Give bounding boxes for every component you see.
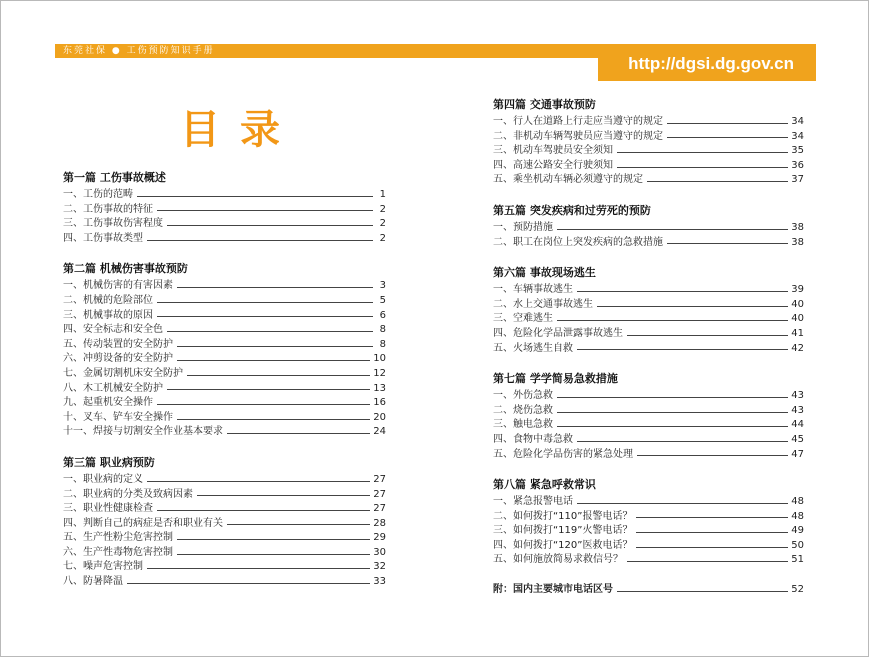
section-title: 第八篇 紧急呼救常识	[493, 478, 596, 492]
leader-line	[187, 375, 370, 376]
toc-entry-label: 四、食物中毒急救	[493, 433, 573, 445]
toc-entry[interactable]	[493, 553, 804, 568]
leader-line	[127, 583, 370, 584]
toc-entry-label: 二、职业病的分类及致病因素	[63, 488, 193, 500]
section-title: 第六篇 事故现场逃生	[493, 266, 596, 280]
leader-line	[157, 210, 373, 211]
toc-entry-label: 四、高速公路安全行驶须知	[493, 159, 613, 171]
toc-entry-page: 34	[791, 130, 804, 142]
toc-entry-page: 39	[791, 284, 804, 296]
toc-entry-page: 47	[791, 448, 804, 460]
leader-line	[636, 532, 788, 533]
toc-entry[interactable]	[63, 188, 386, 203]
toc-entry[interactable]	[63, 382, 386, 397]
toc-entry-page: 2	[379, 203, 386, 215]
toc-entry[interactable]	[493, 130, 804, 145]
toc-entry[interactable]	[493, 312, 804, 327]
toc-entry[interactable]	[493, 115, 804, 130]
toc-entry-page: 24	[373, 426, 386, 438]
toc-entry-page: 50	[791, 539, 804, 551]
leader-line	[557, 320, 788, 321]
leader-line	[177, 287, 373, 288]
toc-section	[493, 477, 804, 568]
toc-entry-label: 二、职工在岗位上突发疾病的急救措施	[493, 236, 663, 248]
toc-entry-page: 48	[791, 496, 804, 508]
toc-entry-label: 三、机动车驾驶员安全须知	[493, 145, 613, 157]
toc-entry-label: 三、机械事故的原因	[63, 309, 153, 321]
toc-entry[interactable]	[493, 389, 804, 404]
toc-entry-label: 三、工伤事故伤害程度	[63, 218, 163, 230]
leader-line	[667, 123, 788, 124]
leader-line	[667, 137, 788, 138]
toc-entry-page: 41	[791, 327, 804, 339]
toc-entry[interactable]	[493, 298, 804, 313]
leader-line	[157, 404, 370, 405]
toc-entry-label: 六、冲剪设备的安全防护	[63, 353, 173, 365]
toc-entry-label: 五、如何施放简易求救信号？	[493, 554, 623, 566]
toc-entry-label: 四、危险化学品泄露事故逃生	[493, 327, 623, 339]
toc-entry-page: 51	[791, 554, 804, 566]
leader-line	[557, 397, 788, 398]
toc-entry[interactable]	[493, 418, 804, 433]
toc-entry-label: 五、火场逃生自救	[493, 342, 573, 354]
toc-entry-label: 五、传动装置的安全防护	[63, 338, 173, 350]
toc-entry-page: 20	[373, 411, 386, 423]
toc-entry[interactable]	[63, 338, 386, 353]
toc-entry-page: 16	[373, 397, 386, 409]
section-title: 第四篇 交通事故预防	[493, 98, 596, 111]
section-title: 第三篇 职业病预防	[63, 455, 155, 469]
toc-entry-label: 七、金属切割机床安全防护	[63, 367, 183, 379]
toc-entry-page: 5	[379, 294, 386, 306]
toc-entry-label: 一、机械伤害的有害因素	[63, 280, 173, 292]
toc-entry-page: 45	[791, 433, 804, 445]
toc-entry[interactable]	[63, 396, 386, 411]
toc-entry[interactable]	[493, 283, 804, 298]
toc-entry-page: 48	[791, 510, 804, 522]
leader-line	[167, 331, 373, 332]
toc-entry[interactable]	[493, 236, 804, 251]
leader-line	[167, 389, 370, 390]
toc-entry[interactable]	[63, 323, 386, 338]
leader-line	[177, 346, 373, 347]
toc-entry-label: 一、外伤急救	[493, 390, 553, 402]
toc-entry[interactable]	[493, 327, 804, 342]
toc-entry-page: 27	[373, 473, 386, 485]
leader-line	[617, 167, 788, 168]
toc-entry-page: 35	[791, 145, 804, 157]
leader-line	[177, 360, 370, 361]
toc-entry[interactable]	[63, 217, 386, 232]
toc-entry-label: 二、如何拨打“110”报警电话？	[493, 510, 633, 522]
leader-line	[577, 441, 788, 442]
toc-entry-page: 1	[379, 189, 386, 200]
toc-entry-page: 3	[379, 280, 386, 292]
leader-line	[577, 349, 788, 350]
toc-entry-page: 40	[791, 313, 804, 325]
leader-line	[557, 412, 788, 413]
toc-entry[interactable]	[63, 488, 386, 503]
toc-entry-page: 44	[791, 419, 804, 431]
toc-entry-page: 29	[373, 532, 386, 544]
toc-entry-page: 12	[373, 367, 386, 379]
leader-line	[157, 510, 370, 511]
toc-entry-label: 四、如何拨打“120”医救电话？	[493, 539, 633, 551]
toc-entry[interactable]	[63, 517, 386, 532]
url-block	[598, 44, 816, 81]
toc-section	[63, 261, 386, 440]
toc-entry-page: 27	[373, 503, 386, 515]
toc-section	[493, 203, 804, 250]
toc-entry-label: 六、生产性毒物危害控制	[63, 546, 173, 558]
website-url[interactable]: http://dgsi.dg.gov.cn	[628, 54, 794, 73]
toc-entry-label: 四、工伤事故类型	[63, 232, 143, 244]
toc-entry-label: 三、触电急救	[493, 419, 553, 431]
toc-entry-label: 二、水上交通事故逃生	[493, 298, 593, 310]
toc-entry-page: 2	[379, 218, 386, 230]
toc-entry-label: 附：国内主要城市电话区号	[493, 584, 613, 596]
leader-line	[137, 196, 373, 197]
section-title: 第一篇 工伤事故概述	[63, 171, 166, 184]
toc-entry-label: 十一、焊接与切割安全作业基本要求	[63, 426, 223, 438]
page-title: 目录	[180, 107, 300, 153]
toc-entry-label: 三、如何拨打“119”火警电话？	[493, 525, 633, 537]
toc-section	[493, 97, 804, 188]
toc-entry[interactable]	[63, 309, 386, 324]
toc-entry-page: 37	[791, 174, 804, 186]
toc-entry-label: 五、乘坐机动车辆必须遵守的规定	[493, 174, 643, 186]
toc-entry-page: 36	[791, 159, 804, 171]
toc-entry-page: 42	[791, 342, 804, 354]
toc-entry[interactable]	[493, 342, 804, 357]
toc-entry[interactable]	[493, 433, 804, 448]
toc-entry[interactable]	[63, 411, 386, 426]
leader-line	[147, 568, 370, 569]
toc-entry[interactable]	[63, 502, 386, 517]
toc-left-column	[63, 170, 386, 605]
toc-entry[interactable]	[63, 294, 386, 309]
toc-entry[interactable]	[493, 539, 804, 554]
leader-line	[557, 426, 788, 427]
toc-entry-label: 五、危险化学品伤害的紧急处理	[493, 448, 633, 460]
toc-entry-page: 43	[791, 390, 804, 402]
toc-entry[interactable]	[63, 575, 386, 590]
toc-entry-label: 一、紧急报警电话	[493, 496, 573, 508]
toc-entry-label: 四、安全标志和安全色	[63, 324, 163, 336]
toc-entry-page: 38	[791, 236, 804, 248]
leader-line	[177, 539, 370, 540]
toc-entry-label: 二、工伤事故的特征	[63, 203, 153, 215]
toc-entry-page: 40	[791, 298, 804, 310]
toc-entry-label: 三、空难逃生	[493, 313, 553, 325]
toc-entry[interactable]	[63, 232, 386, 247]
toc-entry[interactable]	[493, 173, 804, 188]
toc-entry-page: 28	[373, 517, 386, 529]
toc-section	[493, 371, 804, 462]
toc-entry-label: 二、烧伤急救	[493, 404, 553, 416]
toc-entry-page: 6	[379, 309, 386, 321]
toc-entry[interactable]	[493, 159, 804, 174]
toc-entry[interactable]	[493, 448, 804, 463]
leader-line	[157, 316, 373, 317]
toc-entry-label: 一、预防措施	[493, 221, 553, 233]
leader-line	[177, 554, 370, 555]
leader-line	[636, 517, 788, 518]
toc-entry[interactable]	[63, 279, 386, 294]
leader-line	[147, 481, 370, 482]
toc-entry-label: 九、起重机安全操作	[63, 397, 153, 409]
toc-entry-page: 13	[373, 382, 386, 394]
leader-line	[227, 433, 370, 434]
toc-entry[interactable]	[63, 546, 386, 561]
toc-entry[interactable]	[63, 473, 386, 488]
leader-line	[617, 591, 788, 592]
leader-line	[577, 503, 788, 504]
section-title: 第二篇 机械伤害事故预防	[63, 262, 188, 276]
toc-right-column	[493, 97, 804, 598]
toc-entry-page: 33	[373, 576, 386, 588]
header-band-text: 东莞社保 ● 工伤预防知识手册	[63, 46, 215, 56]
toc-entry-label: 一、行人在道路上行走应当遵守的规定	[493, 116, 663, 127]
toc-entry[interactable]	[63, 425, 386, 440]
toc-entry[interactable]	[493, 221, 804, 236]
toc-section	[493, 265, 804, 356]
leader-line	[627, 335, 788, 336]
toc-entry-page: 10	[373, 353, 386, 365]
toc-entry-label: 八、防暑降温	[63, 576, 123, 588]
leader-line	[197, 495, 370, 496]
toc-entry-page: 43	[791, 404, 804, 416]
toc-entry-label: 十、叉车、铲车安全操作	[63, 411, 173, 423]
leader-line	[577, 291, 788, 292]
leader-line	[147, 240, 373, 241]
toc-section	[63, 170, 386, 246]
toc-entry-page: 34	[791, 116, 804, 127]
toc-section	[63, 455, 386, 590]
leader-line	[557, 229, 788, 230]
toc-entry-page: 52	[791, 584, 804, 596]
toc-entry[interactable]	[63, 560, 386, 575]
toc-entry-page: 30	[373, 546, 386, 558]
toc-entry[interactable]	[63, 203, 386, 218]
toc-entry-label: 七、噪声危害控制	[63, 561, 143, 573]
toc-entry-label: 五、生产性粉尘危害控制	[63, 532, 173, 544]
toc-entry-label: 一、工伤的范畴	[63, 189, 133, 200]
toc-entry-page: 38	[791, 221, 804, 233]
toc-entry-label: 一、职业病的定义	[63, 473, 143, 485]
toc-entry-page: 2	[379, 232, 386, 244]
section-title: 第五篇 突发疾病和过劳死的预防	[493, 203, 651, 217]
toc-entry-label: 二、机械的危险部位	[63, 294, 153, 306]
toc-entry-page: 49	[791, 525, 804, 537]
toc-entry-page: 8	[379, 338, 386, 350]
toc-entry[interactable]	[63, 531, 386, 546]
leader-line	[617, 152, 788, 153]
toc-entry-page: 27	[373, 488, 386, 500]
toc-entry-page: 32	[373, 561, 386, 573]
leader-line	[597, 306, 788, 307]
leader-line	[167, 225, 373, 226]
toc-entry[interactable]	[493, 524, 804, 539]
toc-entry[interactable]	[493, 144, 804, 159]
toc-entry-label: 八、木工机械安全防护	[63, 382, 163, 394]
toc-entry-page: 8	[379, 324, 386, 336]
toc-entry[interactable]	[63, 352, 386, 367]
appendix-entry[interactable]	[493, 583, 804, 598]
toc-entry-label: 四、判断自己的病症是否和职业有关	[63, 517, 223, 529]
leader-line	[227, 524, 370, 525]
toc-entry-label: 二、非机动车辆驾驶员应当遵守的规定	[493, 130, 663, 142]
toc-entry-label: 一、车辆事故逃生	[493, 284, 573, 296]
leader-line	[627, 561, 788, 562]
leader-line	[636, 547, 788, 548]
section-title: 第七篇 学学简易急救措施	[493, 372, 618, 386]
toc-entry[interactable]	[493, 404, 804, 419]
toc-entry[interactable]	[493, 510, 804, 525]
toc-entry[interactable]	[493, 495, 804, 510]
leader-line	[637, 455, 788, 456]
toc-entry[interactable]	[63, 367, 386, 382]
leader-line	[157, 302, 373, 303]
leader-line	[177, 419, 370, 420]
leader-line	[667, 243, 788, 244]
leader-line	[647, 181, 788, 182]
toc-entry-label: 三、职业性健康检查	[63, 503, 153, 515]
